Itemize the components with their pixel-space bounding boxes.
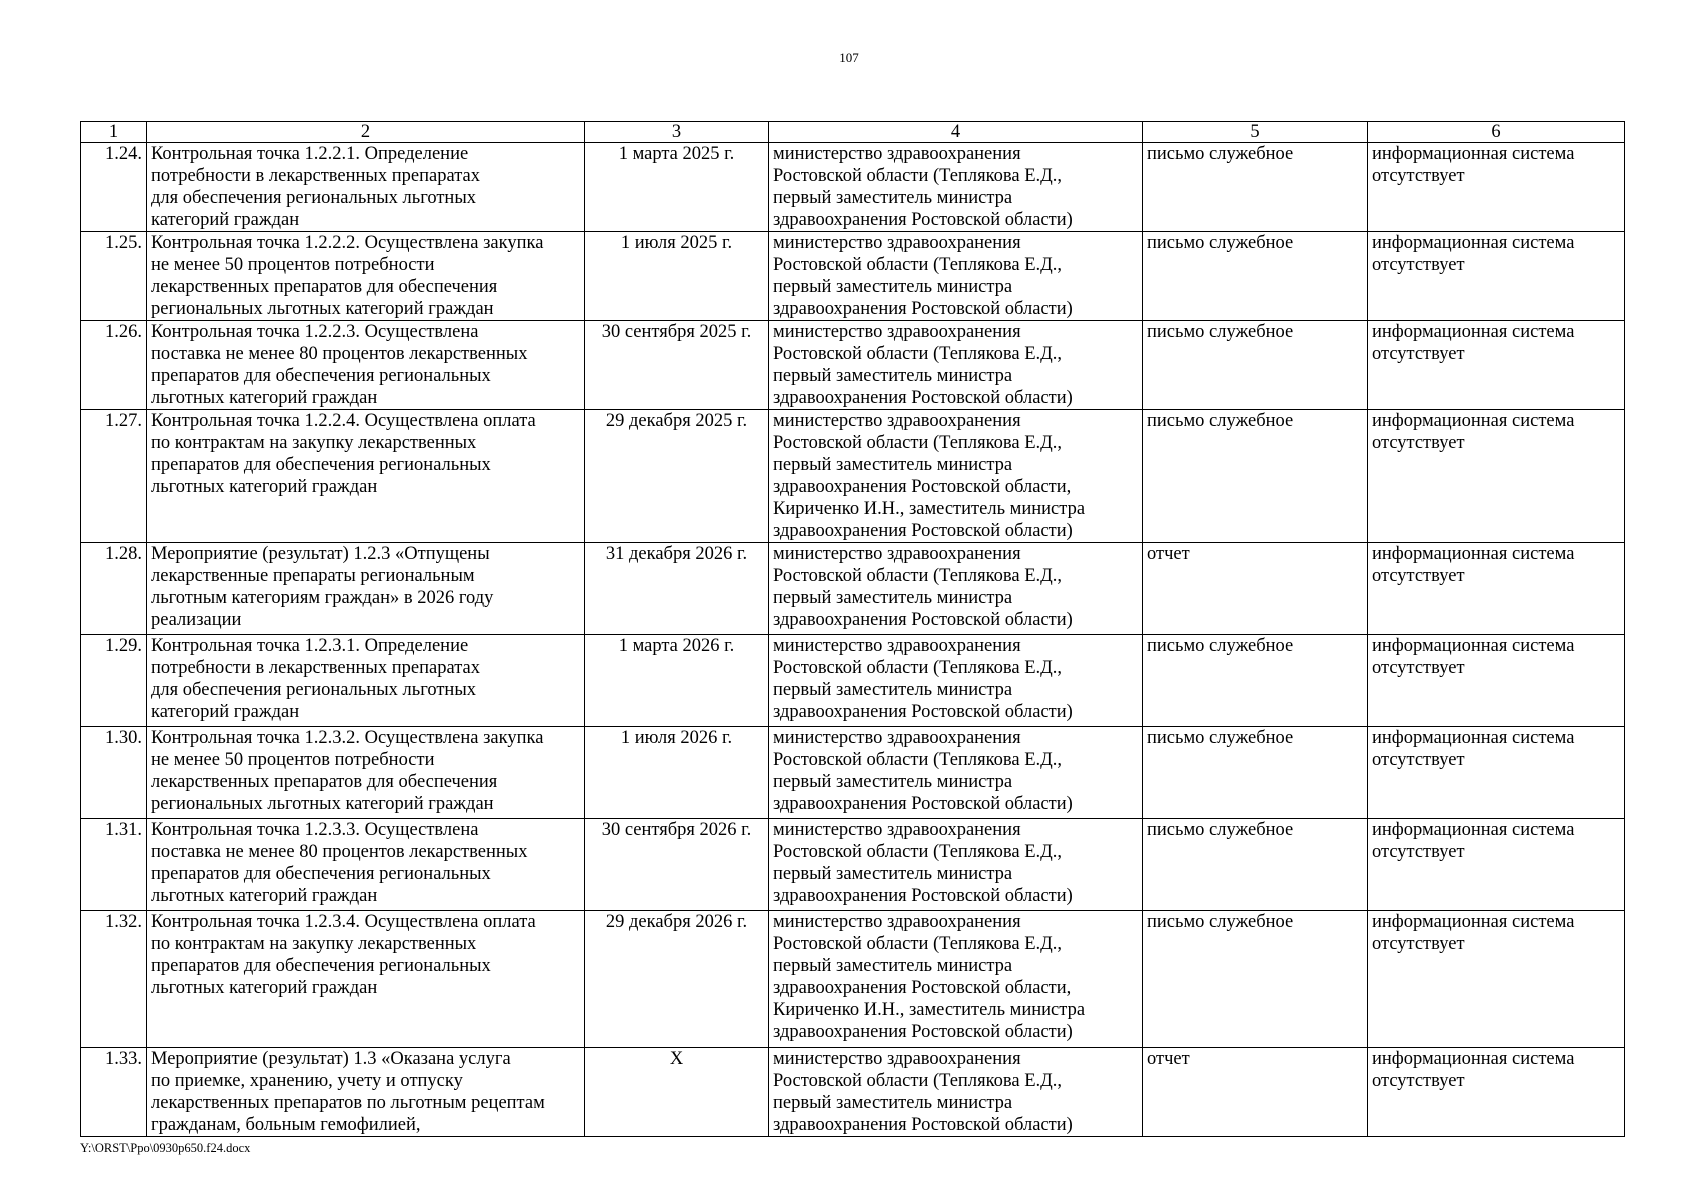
row-responsible: министерство здравоохранения Ростовской области (Теплякова Е.Д., первый заместитель министра здравоохранения Ростовской области) — [769, 321, 1143, 410]
row-name: Контрольная точка 1.2.3.3. Осуществлена поставка не менее 80 процентов лекарственных препаратов для обеспечения региональных льготных категорий граждан — [147, 819, 585, 911]
row-system: информационная система отсутствует — [1368, 1048, 1625, 1137]
row-name: Контрольная точка 1.2.3.2. Осуществлена закупка не менее 50 процентов потребности лекарственных препаратов для обеспечения региональных льготных категорий граждан — [147, 727, 585, 819]
header-cell-2: 2 — [147, 122, 585, 143]
row-name: Контрольная точка 1.2.2.4. Осуществлена оплата по контрактам на закупку лекарственных препаратов для обеспечения региональных льготных категорий граждан — [147, 410, 585, 543]
row-document: письмо служебное — [1143, 321, 1368, 410]
row-name: Мероприятие (результат) 1.3 «Оказана услуга по приемке, хранению, учету и отпуску лекарственных препаратов по льготным рецептам гражданам, больным гемофилией, — [147, 1048, 585, 1137]
table-row — [81, 727, 1625, 819]
row-document: письмо служебное — [1143, 410, 1368, 543]
header-cell-3: 3 — [585, 122, 769, 143]
row-date: 1 июля 2026 г. — [585, 727, 769, 819]
table-row — [81, 321, 1625, 410]
row-number: 1.30. — [81, 727, 147, 819]
row-system: информационная система отсутствует — [1368, 911, 1625, 1048]
row-document: отчет — [1143, 1048, 1368, 1137]
table-row — [81, 911, 1625, 1048]
row-number: 1.27. — [81, 410, 147, 543]
row-system: информационная система отсутствует — [1368, 819, 1625, 911]
table-row — [81, 1048, 1625, 1137]
row-number: 1.28. — [81, 543, 147, 635]
row-number: 1.31. — [81, 819, 147, 911]
row-date: 1 июля 2025 г. — [585, 232, 769, 321]
row-system: информационная система отсутствует — [1368, 410, 1625, 543]
row-responsible: министерство здравоохранения Ростовской области (Теплякова Е.Д., первый заместитель министра здравоохранения Ростовской области) — [769, 232, 1143, 321]
row-number: 1.29. — [81, 635, 147, 727]
row-responsible: министерство здравоохранения Ростовской области (Теплякова Е.Д., первый заместитель министра здравоохранения Ростовской области) — [769, 1048, 1143, 1137]
row-system: информационная система отсутствует — [1368, 727, 1625, 819]
row-number: 1.32. — [81, 911, 147, 1048]
row-responsible: министерство здравоохранения Ростовской области (Теплякова Е.Д., первый заместитель министра здравоохранения Ростовской области) — [769, 543, 1143, 635]
row-responsible: министерство здравоохранения Ростовской области (Теплякова Е.Д., первый заместитель министра здравоохранения Ростовской области) — [769, 635, 1143, 727]
row-system: информационная система отсутствует — [1368, 143, 1625, 232]
row-date: 29 декабря 2026 г. — [585, 911, 769, 1048]
table-row — [81, 143, 1625, 232]
table-row — [81, 819, 1625, 911]
row-system: информационная система отсутствует — [1368, 543, 1625, 635]
row-number: 1.26. — [81, 321, 147, 410]
row-date: 1 марта 2026 г. — [585, 635, 769, 727]
row-document: письмо служебное — [1143, 819, 1368, 911]
row-responsible: министерство здравоохранения Ростовской области (Теплякова Е.Д., первый заместитель министра здравоохранения Ростовской области) — [769, 143, 1143, 232]
row-number: 1.24. — [81, 143, 147, 232]
row-date: 31 декабря 2026 г. — [585, 543, 769, 635]
row-document: письмо служебное — [1143, 232, 1368, 321]
row-responsible: министерство здравоохранения Ростовской области (Теплякова Е.Д., первый заместитель министра здравоохранения Ростовской области) — [769, 727, 1143, 819]
table-row — [81, 635, 1625, 727]
row-date: X — [585, 1048, 769, 1137]
row-responsible: министерство здравоохранения Ростовской области (Теплякова Е.Д., первый заместитель министра здравоохранения Ростовской области, Кириченко И.Н., заместитель министра здравоохранения Ростовской области) — [769, 911, 1143, 1048]
table-row — [81, 410, 1625, 543]
page-number: 107 — [839, 50, 859, 65]
footer-file-path: Y:\ORST\Ppo\0930p650.f24.docx — [80, 1141, 251, 1155]
row-responsible: министерство здравоохранения Ростовской области (Теплякова Е.Д., первый заместитель министра здравоохранения Ростовской области) — [769, 819, 1143, 911]
row-system: информационная система отсутствует — [1368, 635, 1625, 727]
row-responsible: министерство здравоохранения Ростовской области (Теплякова Е.Д., первый заместитель министра здравоохранения Ростовской области, Кириченко И.Н., заместитель министра здравоохранения Ростовской области) — [769, 410, 1143, 543]
row-name: Контрольная точка 1.2.3.1. Определение потребности в лекарственных препаратах для обеспечения региональных льготных категорий граждан — [147, 635, 585, 727]
header-cell-4: 4 — [769, 122, 1143, 143]
row-document: отчет — [1143, 543, 1368, 635]
table-row — [81, 232, 1625, 321]
row-document: письмо служебное — [1143, 143, 1368, 232]
row-date: 30 сентября 2025 г. — [585, 321, 769, 410]
row-name: Контрольная точка 1.2.2.3. Осуществлена поставка не менее 80 процентов лекарственных препаратов для обеспечения региональных льготных категорий граждан — [147, 321, 585, 410]
row-system: информационная система отсутствует — [1368, 232, 1625, 321]
row-date: 1 марта 2025 г. — [585, 143, 769, 232]
row-date: 30 сентября 2026 г. — [585, 819, 769, 911]
row-system: информационная система отсутствует — [1368, 321, 1625, 410]
row-number: 1.33. — [81, 1048, 147, 1137]
row-number: 1.25. — [81, 232, 147, 321]
row-name: Контрольная точка 1.2.2.1. Определение потребности в лекарственных препаратах для обеспечения региональных льготных категорий граждан — [147, 143, 585, 232]
table-row — [81, 543, 1625, 635]
row-date: 29 декабря 2025 г. — [585, 410, 769, 543]
header-cell-1: 1 — [81, 122, 147, 143]
header-cell-5: 5 — [1143, 122, 1368, 143]
row-name: Мероприятие (результат) 1.2.3 «Отпущены лекарственные препараты региональным льготным категориям граждан» в 2026 году реализации — [147, 543, 585, 635]
row-document: письмо служебное — [1143, 911, 1368, 1048]
header-row — [81, 122, 1625, 143]
plan-table — [80, 121, 1625, 1137]
row-document: письмо служебное — [1143, 727, 1368, 819]
header-cell-6: 6 — [1368, 122, 1625, 143]
row-document: письмо служебное — [1143, 635, 1368, 727]
row-name: Контрольная точка 1.2.3.4. Осуществлена оплата по контрактам на закупку лекарственных препаратов для обеспечения региональных льготных категорий граждан — [147, 911, 585, 1048]
row-name: Контрольная точка 1.2.2.2. Осуществлена закупка не менее 50 процентов потребности лекарственных препаратов для обеспечения региональных льготных категорий граждан — [147, 232, 585, 321]
